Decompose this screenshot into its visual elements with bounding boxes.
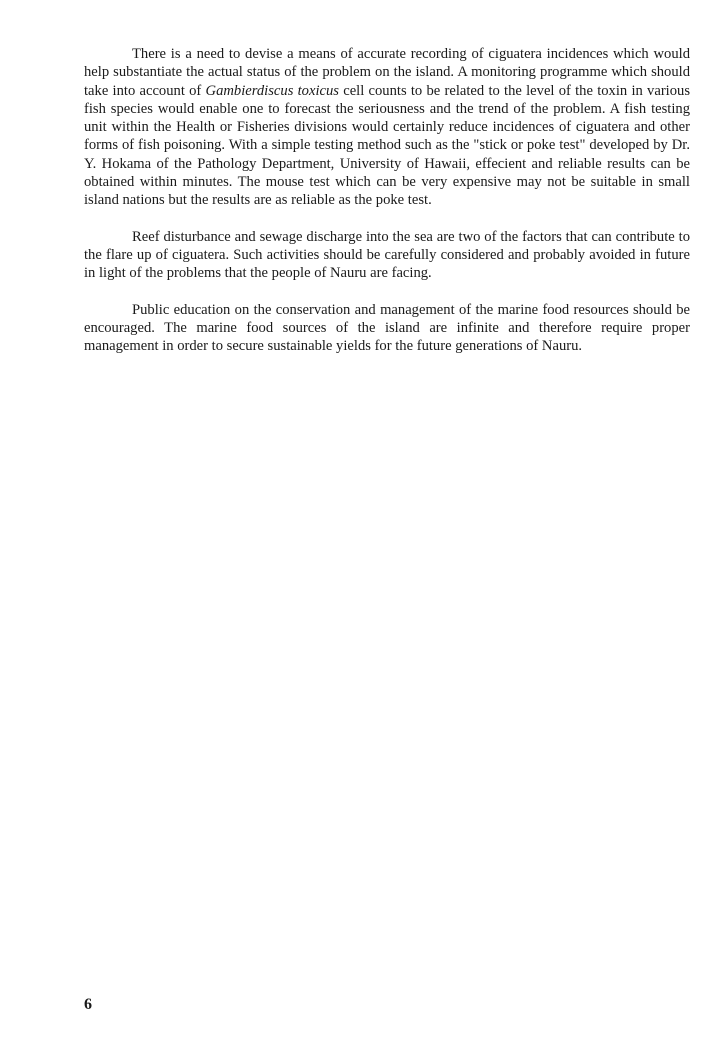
paragraph-monitoring-text-start: There is a need to devise a means of accurate recording of ciguatera incidences which would help substantiate the actual status of the problem on the island. A monitoring programme which should take into account of bbox=[84, 46, 690, 99]
paragraph-public-education: Public education on the conservation and management of the marine food resources should be encouraged. The marine food sources of the island are infinite and therefore require proper management in order to secure sustainable yields for the future generations of Nauru. bbox=[84, 301, 690, 355]
paragraph-monitoring-text-end: cell counts to be related to the level of the toxin in various fish species would enable one to forecast the seriousness and the trend of the problem. A fish testing unit within the Health or Fisheries divisions would certainly reduce incidences of ciguatera and other forms of fish poisoning. With a simple testing method such as the "stick or poke test" developed by Dr. Y. Hokama of the Pathology Department, University of Hawaii, effecient and reliable results can be obtained within minutes. The mouse test which can be very expensive may not be suitable in small island nations but the results are as reliable as the poke test. bbox=[84, 82, 691, 209]
paragraph-monitoring bbox=[84, 45, 690, 210]
paragraph-reef-disturbance: Reef disturbance and sewage discharge into the sea are two of the factors that can contribute to the flare up of ciguatera. Such activities should be carefully considered and probably avoided in future in light of the problems that the people of Nauru are facing. bbox=[84, 228, 690, 282]
page-number: 6 bbox=[84, 996, 92, 1013]
body-text bbox=[84, 45, 690, 355]
species-name-italic: Gambierdiscus toxicus bbox=[205, 82, 339, 99]
